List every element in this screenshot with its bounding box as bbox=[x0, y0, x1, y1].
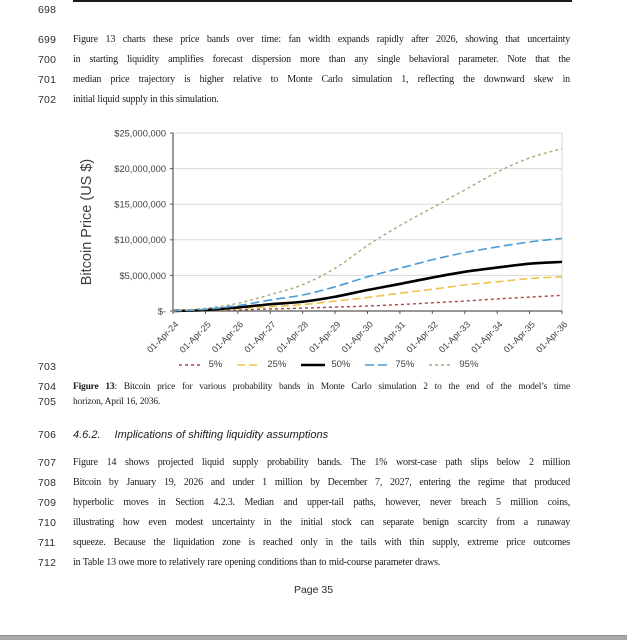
line-number: 702 bbox=[38, 94, 57, 106]
text-line bbox=[38, 33, 570, 47]
svg-text:$25,000,000: $25,000,000 bbox=[114, 128, 166, 139]
svg-text:01-Apr-29: 01-Apr-29 bbox=[307, 319, 343, 355]
paragraph-text: squeeze. Because the liquidation zone is reached only in the tails with thin supply, extreme price outcomes bbox=[73, 537, 570, 548]
line-number: 706 bbox=[38, 429, 57, 441]
figure-caption-line bbox=[38, 395, 570, 410]
line-number: 704 bbox=[38, 381, 57, 393]
figure-caption-text: horizon, April 16, 2036. bbox=[73, 397, 161, 407]
paragraph-text: in starting liquidity amplifies forecast dispersion more than any single behavioral parameter. Note that the bbox=[73, 54, 570, 65]
svg-text:01-Apr-31: 01-Apr-31 bbox=[371, 319, 408, 355]
text-line bbox=[38, 3, 570, 17]
chart-plot-area bbox=[78, 124, 583, 364]
text-line bbox=[38, 516, 570, 530]
paragraph-text: Figure 14 shows projected liquid supply probability bands. The 1% worst-case path slips below 2 million bbox=[73, 457, 570, 468]
figure-caption-label: Figure 13 bbox=[73, 382, 115, 392]
line-number: 705 bbox=[38, 396, 57, 408]
figure-caption bbox=[73, 380, 570, 395]
svg-text:01-Apr-27: 01-Apr-27 bbox=[242, 319, 278, 355]
line-number: 708 bbox=[38, 477, 57, 489]
svg-text:01-Apr-36: 01-Apr-36 bbox=[534, 319, 570, 355]
text-line bbox=[38, 93, 570, 107]
svg-text:$15,000,000: $15,000,000 bbox=[114, 199, 166, 210]
svg-text:$-: $- bbox=[157, 306, 166, 317]
svg-text:Bitcoin Price (US $): Bitcoin Price (US $) bbox=[79, 158, 95, 286]
figure-13-chart bbox=[78, 124, 583, 364]
legend-label: 75% bbox=[395, 359, 415, 370]
legend-label: 25% bbox=[267, 359, 287, 370]
text-line bbox=[38, 476, 570, 490]
legend-label: 50% bbox=[331, 359, 351, 370]
paragraph-text: initial liquid supply in this simulation. bbox=[73, 94, 219, 105]
section-title: Implications of shifting liquidity assumptions bbox=[114, 429, 329, 441]
line-number: 710 bbox=[38, 517, 57, 529]
text-line bbox=[38, 360, 570, 374]
svg-text:01-Apr-35: 01-Apr-35 bbox=[501, 319, 537, 355]
line-number: 701 bbox=[38, 74, 57, 86]
svg-text:$10,000,000: $10,000,000 bbox=[114, 235, 166, 246]
line-number: 711 bbox=[38, 537, 56, 549]
line-number: 700 bbox=[38, 54, 57, 66]
figure-caption-line bbox=[38, 380, 570, 395]
page-number: Page 35 bbox=[293, 584, 334, 596]
paragraph-text: median price trajectory is higher relative to Monte Carlo simulation 1, reflecting the downward skew in bbox=[73, 74, 570, 85]
svg-text:01-Apr-26: 01-Apr-26 bbox=[209, 319, 246, 355]
legend-label: 5% bbox=[208, 359, 223, 370]
svg-text:01-Apr-25: 01-Apr-25 bbox=[177, 319, 213, 355]
paragraph-text: illustrating how even modest uncertainty in the initial stock can separate benign scarcity from a runaway bbox=[73, 517, 570, 528]
paragraph-text: Figure 13 charts these price bands over time: fan width expands rapidly after 2026, showing that uncertainty bbox=[73, 34, 570, 45]
legend-label: 95% bbox=[459, 359, 479, 370]
text-line bbox=[38, 496, 570, 510]
section-heading-row bbox=[38, 428, 570, 443]
svg-text:01-Apr-30: 01-Apr-30 bbox=[339, 319, 375, 355]
text-line bbox=[38, 73, 570, 87]
svg-text:$20,000,000: $20,000,000 bbox=[114, 164, 166, 174]
line-number: 699 bbox=[38, 34, 57, 46]
paragraph-text: in Table 13 owe more to relatively rare opening conditions than to mid-course parameter draws. bbox=[73, 557, 441, 568]
text-line bbox=[38, 53, 570, 67]
line-number: 712 bbox=[38, 557, 57, 569]
section-heading bbox=[73, 428, 570, 443]
text-line bbox=[38, 456, 570, 470]
paragraph-text: Bitcoin by January 19, 2026 and under 1 million by December 7, 2027, entering the regime that produced bbox=[73, 477, 570, 488]
line-number: 707 bbox=[38, 457, 57, 469]
figure-caption-text: : Bitcoin price for various probability bands in Monte Carlo simulation 2 to the end of the model’s time bbox=[114, 382, 570, 392]
table-bottom-rule bbox=[73, 0, 572, 2]
section-number: 4.6.2. bbox=[73, 429, 101, 441]
svg-text:01-Apr-32: 01-Apr-32 bbox=[404, 319, 440, 355]
svg-text:01-Apr-33: 01-Apr-33 bbox=[436, 319, 473, 355]
line-number: 698 bbox=[38, 4, 57, 16]
text-line bbox=[38, 556, 570, 570]
svg-text:01-Apr-28: 01-Apr-28 bbox=[274, 319, 311, 355]
svg-text:01-Apr-24: 01-Apr-24 bbox=[145, 319, 181, 355]
page-bottom-edge bbox=[0, 635, 627, 640]
svg-text:01-Apr-34: 01-Apr-34 bbox=[469, 319, 505, 355]
line-number: 709 bbox=[38, 497, 57, 509]
line-number: 703 bbox=[38, 361, 57, 373]
paragraph-text: hyperbolic moves in Section 4.2.3. Median and upper-tail paths, however, never breach 5 million coins, bbox=[73, 497, 570, 508]
text-line bbox=[38, 536, 570, 550]
svg-text:$5,000,000: $5,000,000 bbox=[119, 270, 166, 281]
